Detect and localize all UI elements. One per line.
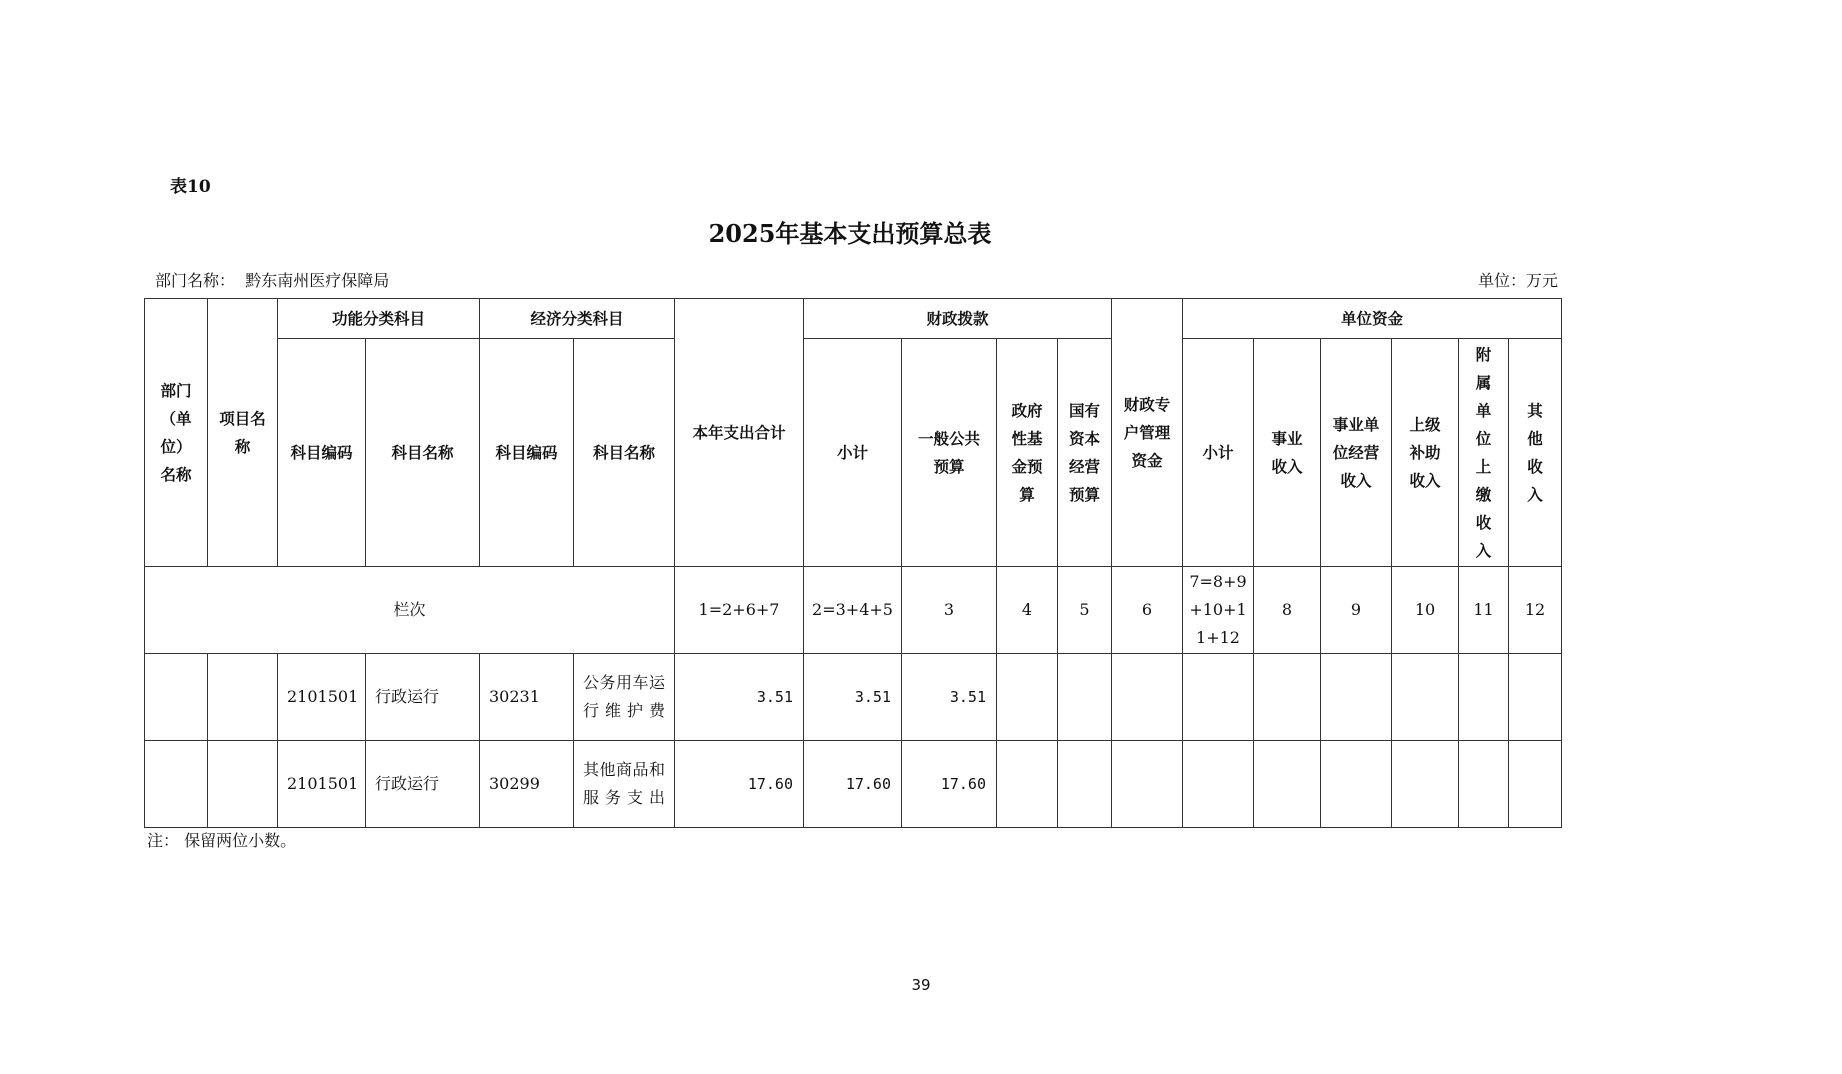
unit-subtotal-cell [1183,654,1254,741]
header-project-name: 项目名称 [208,299,278,567]
func-name-cell: 行政运行 [366,654,480,741]
project-cell [208,654,278,741]
column-number: 10 [1392,567,1459,654]
header-gov-fund: 政府性基金预算 [997,339,1058,567]
fiscal-subtotal-cell: 3.51 [804,654,902,741]
general-public-cell: 3.51 [902,654,997,741]
header-func-code: 科目编码 [278,339,366,567]
table-row [145,741,1562,828]
fiscal-subtotal-cell: 17.60 [804,741,902,828]
footnote: 注： 保留两位小数。 [147,831,297,850]
page-number: 39 [911,976,931,994]
dept-cell [145,741,208,828]
total-cell: 17.60 [675,741,804,828]
column-number-label: 栏次 [145,567,675,654]
header-econ-name: 科目名称 [574,339,675,567]
column-number: 4 [997,567,1058,654]
header-fiscal-subtotal: 小计 [804,339,902,567]
superior-subsidy-cell [1392,654,1459,741]
department-label: 部门名称： [155,271,236,290]
column-number: 11 [1459,567,1509,654]
affiliated-income-cell [1459,741,1509,828]
header-unit-subtotal: 小计 [1183,339,1254,567]
column-number: 12 [1509,567,1562,654]
state-capital-cell [1058,654,1112,741]
department-line [155,268,389,291]
column-number: 8 [1254,567,1321,654]
header-business-operation: 事业单位经营收入 [1321,339,1392,567]
general-public-cell: 17.60 [902,741,997,828]
header-unit-group: 单位资金 [1183,299,1562,339]
column-number: 1=2+6+7 [675,567,804,654]
header-fiscal-group: 财政拨款 [804,299,1112,339]
business-operation-cell [1321,741,1392,828]
special-account-cell [1112,654,1183,741]
column-number: 5 [1058,567,1112,654]
header-func-name: 科目名称 [366,339,480,567]
column-number: 7=8+9+10+11+12 [1183,567,1254,654]
header-econ-code: 科目编码 [480,339,574,567]
gov-fund-cell [997,741,1058,828]
table-number: 表10 [170,177,211,197]
econ-name-cell: 其他商品和服务支出 [574,741,675,828]
econ-name-cell: 公务用车运行维护费 [574,654,675,741]
special-account-cell [1112,741,1183,828]
unit-subtotal-cell [1183,741,1254,828]
table-row [145,654,1562,741]
header-dept-unit: 部门（单位）名称 [145,299,208,567]
project-cell [208,741,278,828]
other-income-cell [1509,741,1562,828]
dept-cell [145,654,208,741]
unit-label: 单位：万元 [1478,271,1559,290]
func-name-cell: 行政运行 [366,741,480,828]
department-name: 黔东南州医疗保障局 [245,271,390,290]
gov-fund-cell [997,654,1058,741]
header-superior-subsidy: 上级补助收入 [1392,339,1459,567]
header-special-account: 财政专户管理资金 [1112,299,1183,567]
superior-subsidy-cell [1392,741,1459,828]
header-general-public: 一般公共预算 [902,339,997,567]
business-income-cell [1254,654,1321,741]
column-number: 6 [1112,567,1183,654]
column-number-row [145,567,1562,654]
document-title: 2025年基本支出预算总表 [708,219,992,248]
state-capital-cell [1058,741,1112,828]
econ-code-cell: 30299 [480,741,574,828]
column-number: 9 [1321,567,1392,654]
business-operation-cell [1321,654,1392,741]
header-econ-group: 经济分类科目 [480,299,675,339]
total-cell: 3.51 [675,654,804,741]
column-number: 2=3+4+5 [804,567,902,654]
func-code-cell: 2101501 [278,654,366,741]
column-number: 3 [902,567,997,654]
header-affiliated-income: 附属单位上缴收入 [1459,339,1509,567]
econ-code-cell: 30231 [480,654,574,741]
header-business-income: 事业收入 [1254,339,1321,567]
budget-table [144,298,1562,828]
affiliated-income-cell [1459,654,1509,741]
other-income-cell [1509,654,1562,741]
func-code-cell: 2101501 [278,741,366,828]
business-income-cell [1254,741,1321,828]
header-total: 本年支出合计 [675,299,804,567]
header-state-capital: 国有资本经营预算 [1058,339,1112,567]
header-func-group: 功能分类科目 [278,299,480,339]
header-other-income: 其他收入 [1509,339,1562,567]
